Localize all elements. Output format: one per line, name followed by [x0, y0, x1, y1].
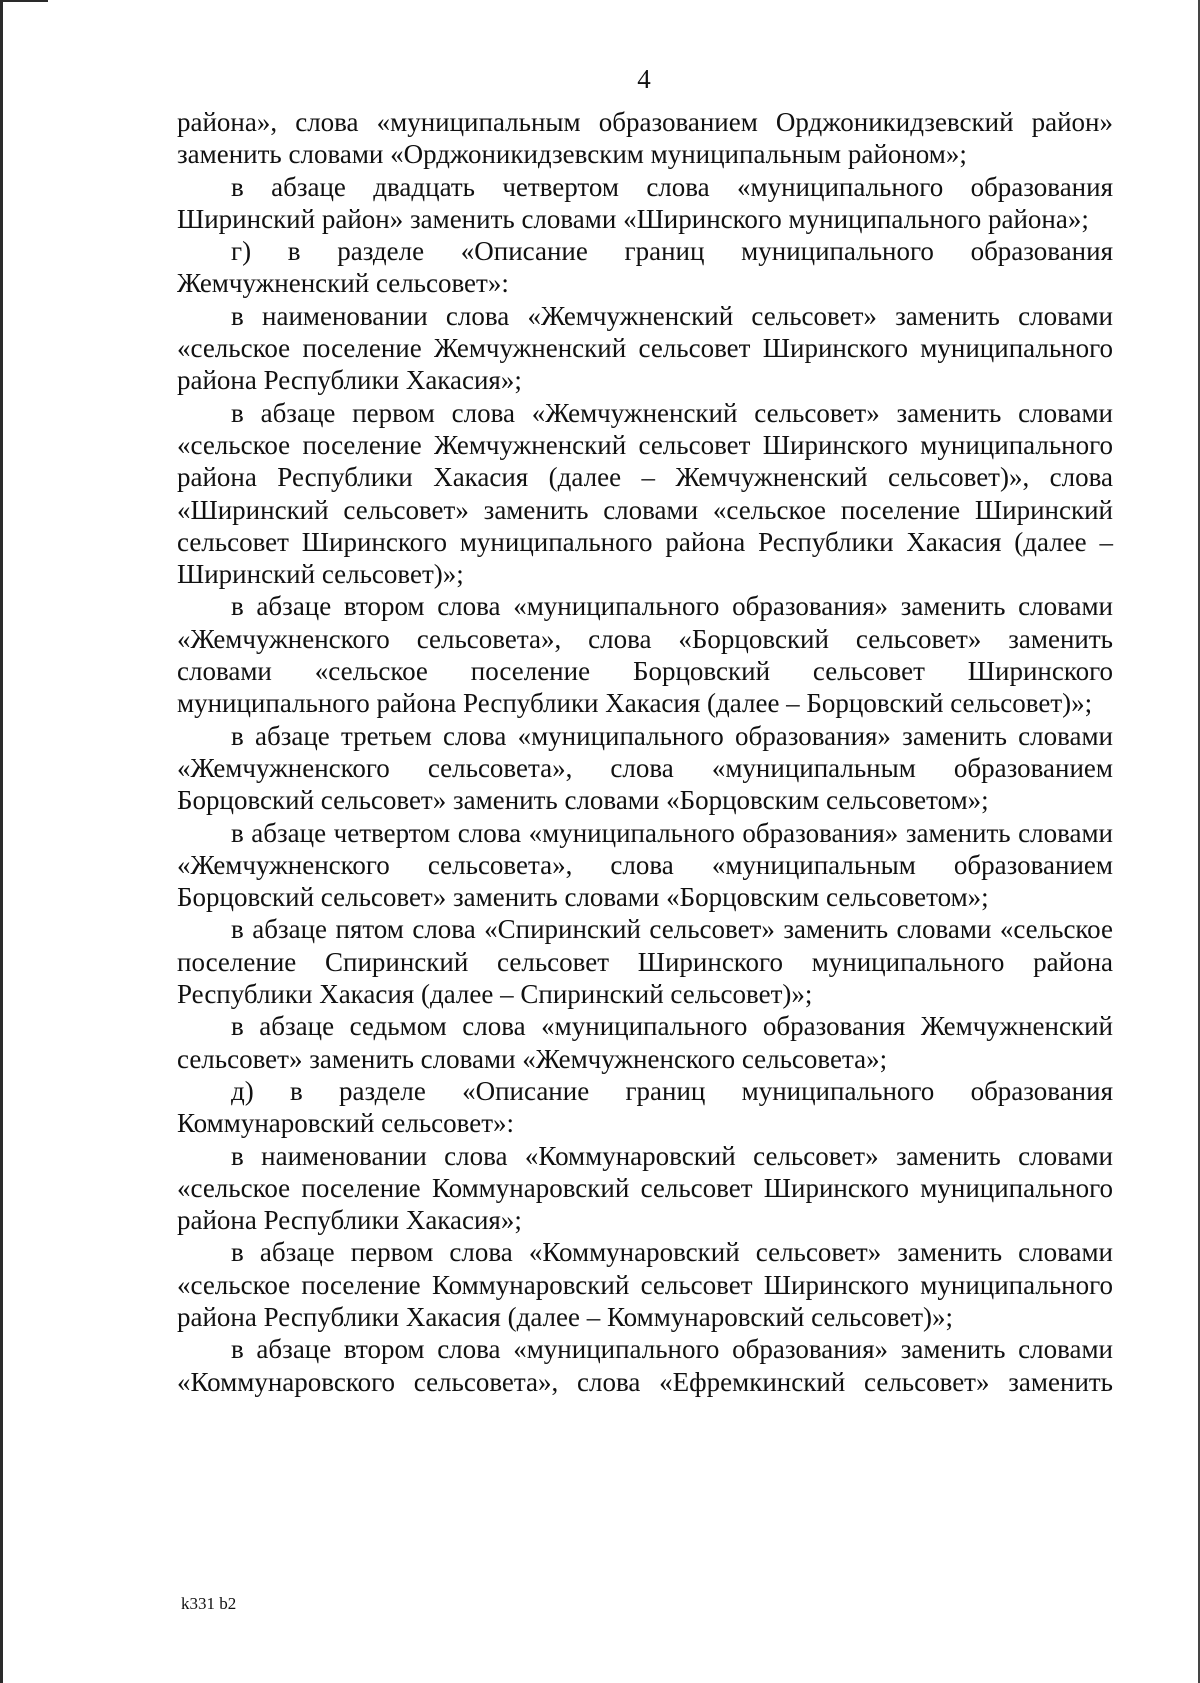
paragraph: в абзаце четвертом слова «муниципального образования» заменить словами «Жемчужненского сельсовета», слова «муниципальным образованием Борцовский сельсовет» заменить словами «Борцовским сельсоветом»; — [177, 817, 1113, 913]
document-body — [177, 106, 1113, 1398]
paragraph: в абзаце третьем слова «муниципального образования» заменить словами «Жемчужненского сельсовета», слова «муниципальным образованием Борцовский сельсовет» заменить словами «Борцовским сельсоветом»; — [177, 720, 1113, 816]
paragraph-section-g: г) в разделе «Описание границ муниципального образования Жемчужненский сельсовет»: — [177, 236, 1113, 299]
paragraph: в наименовании слова «Коммунаровский сельсовет» заменить словами «сельское поселение Коммунаровский сельсовет Ширинского муниципального района Республики Хакасия»; — [177, 1140, 1113, 1236]
paragraph-last: в абзаце втором слова «муниципального образования» заменить словами «Коммунаровского сельсовета», слова «Ефремкинский сельсовет» заменить — [177, 1334, 1113, 1397]
paragraph: в абзаце втором слова «муниципального образования» заменить словами «Жемчужненского сельсовета», слова «Борцовский сельсовет» заменить словами «сельское поселение Борцовский сельсовет Ширинского муниципального района Республики Хакасия (далее – Борцовский сельсовет)»; — [177, 591, 1113, 719]
document-code: k331 b2 — [181, 1594, 237, 1613]
paragraph: в абзаце пятом слова «Спиринский сельсовет» заменить словами «сельское поселение Спиринский сельсовет Ширинского муниципального района Республики Хакасия (далее – Спиринский сельсовет)»; — [177, 914, 1113, 1010]
paragraph-continuation: района», слова «муниципальным образованием Орджоникидзевский район» заменить словами «Орджоникидзевским муниципальным районом»; — [177, 107, 1113, 170]
paragraph-section-d: д) в разделе «Описание границ муниципального образования Коммунаровский сельсовет»: — [177, 1075, 1113, 1139]
page-number: 4 — [637, 64, 651, 94]
paragraph: в наименовании слова «Жемчужненский сельсовет» заменить словами «сельское поселение Жемчужненский сельсовет Ширинского муниципального района Республики Хакасия»; — [177, 300, 1113, 396]
paragraph: в абзаце седьмом слова «муниципального образования Жемчужненский сельсовет» заменить словами «Жемчужненского сельсовета»; — [177, 1011, 1113, 1074]
paragraph: в абзаце двадцать четвертом слова «муниципального образования Ширинский район» заменить словами «Ширинского муниципального района»; — [177, 171, 1113, 234]
scan-border-left — [0, 0, 3, 1683]
paragraph: в абзаце первом слова «Жемчужненский сельсовет» заменить словами «сельское поселение Жемчужненский сельсовет Ширинского муниципального района Республики Хакасия (далее – Жемчужненский сельсовет)», слова «Ширинский сельсовет» заменить словами «сельское поселение Ширинский сельсовет Ширинского муниципального района Республики Хакасия (далее – Ширинский сельсовет)»; — [177, 397, 1113, 590]
scan-border-top — [0, 0, 48, 2]
paragraph: в абзаце первом слова «Коммунаровский сельсовет» заменить словами «сельское поселение Коммунаровский сельсовет Ширинского муниципального района Республики Хакасия (далее – Коммунаровский сельсовет)»; — [177, 1237, 1113, 1332]
